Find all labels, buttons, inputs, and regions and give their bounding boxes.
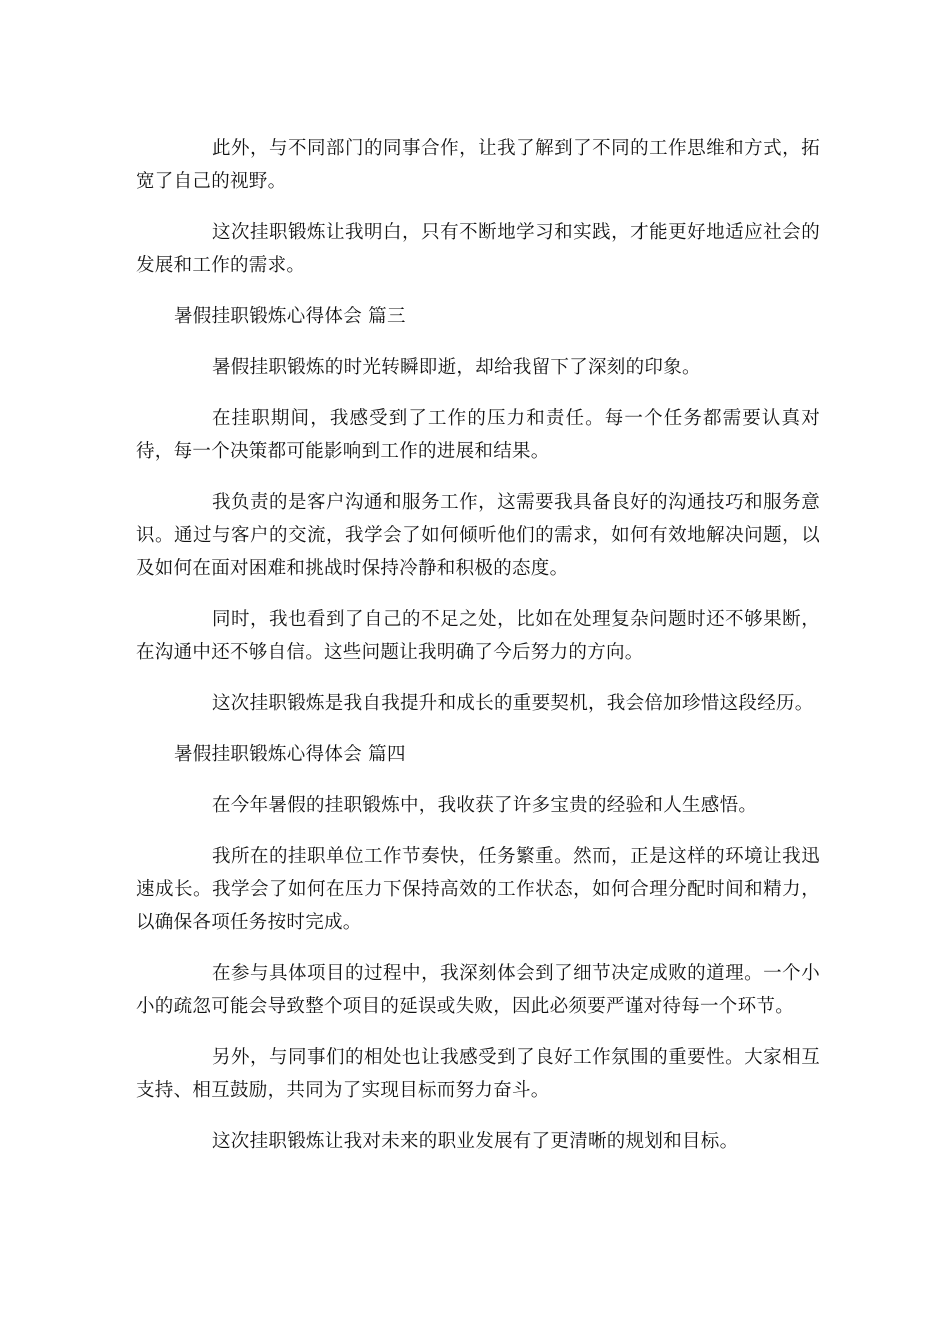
paragraph: 这次挂职锻炼让我对未来的职业发展有了更清晰的规划和目标。 bbox=[212, 1131, 739, 1152]
paragraph: 另外，与同事们的相处也让我感受到了良好工作氛围的重要性。大家相互支持、相互鼓励，共同为了实现目标而努力奋斗。 bbox=[136, 1047, 820, 1101]
paragraph: 同时，我也看到了自己的不足之处，比如在处理复杂问题时还不够果断，在沟通中还不够自信。这些问题让我明确了今后努力的方向。 bbox=[136, 609, 820, 663]
paragraph: 这次挂职锻炼是我自我提升和成长的重要契机，我会倍加珍惜这段经历。 bbox=[212, 693, 814, 714]
paragraph: 这次挂职锻炼让我明白，只有不断地学习和实践，才能更好地适应社会的发展和工作的需求。 bbox=[136, 222, 820, 276]
paragraph: 在挂职期间，我感受到了工作的压力和责任。每一个任务都需要认真对待，每一个决策都可能影响到工作的进展和结果。 bbox=[136, 408, 820, 462]
paragraph: 在今年暑假的挂职锻炼中，我收获了许多宝贵的经验和人生感悟。 bbox=[212, 795, 758, 816]
paragraph: 我所在的挂职单位工作节奏快，任务繁重。然而，正是这样的环境让我迅速成长。我学会了如何在压力下保持高效的工作状态，如何合理分配时间和精力，以确保各项任务按时完成。 bbox=[136, 846, 820, 933]
document-page bbox=[136, 132, 820, 1176]
paragraph: 暑假挂职锻炼的时光转瞬即逝，却给我留下了深刻的印象。 bbox=[212, 357, 701, 378]
paragraph: 此外，与不同部门的同事合作，让我了解到了不同的工作思维和方式，拓宽了自己的视野。 bbox=[136, 138, 820, 192]
section-heading: 暑假挂职锻炼心得体会 篇三 bbox=[174, 306, 406, 327]
section-heading: 暑假挂职锻炼心得体会 篇四 bbox=[174, 744, 406, 765]
paragraph: 在参与具体项目的过程中，我深刻体会到了细节决定成败的道理。一个小小的疏忽可能会导致整个项目的延误或失败，因此必须要严谨对待每一个环节。 bbox=[136, 963, 820, 1017]
paragraph: 我负责的是客户沟通和服务工作，这需要我具备良好的沟通技巧和服务意识。通过与客户的交流，我学会了如何倾听他们的需求，如何有效地解决问题，以及如何在面对困难和挑战时保持冷静和积极的态度。 bbox=[136, 492, 820, 579]
